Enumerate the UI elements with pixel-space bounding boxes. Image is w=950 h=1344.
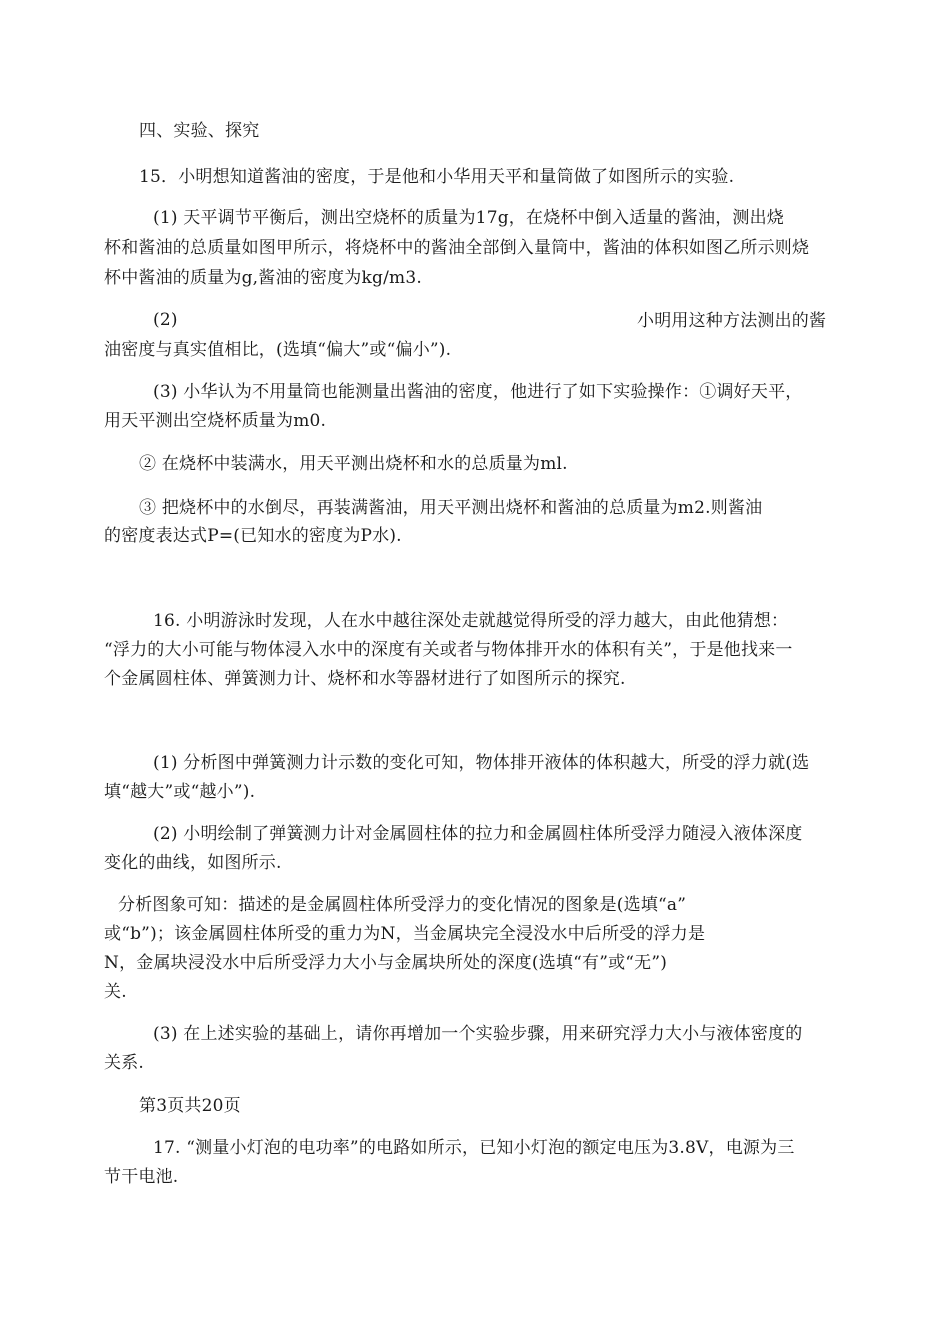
q16-stem-line2: “浮力的大小可能与物体浸入水中的深度有关或者与物体排开水的体积有关”，于是他找来一 bbox=[104, 640, 793, 660]
q16-part3-line2: 关系. bbox=[104, 1053, 145, 1073]
q15-part2-number: (2) bbox=[153, 310, 178, 330]
q16-part2-line2: 变化的曲线，如图所示. bbox=[104, 853, 282, 873]
q16-stem-line3: 个金属圆柱体、弹簧测力计、烧杯和水等器材进行了如图所示的探究. bbox=[104, 669, 626, 689]
q16-stem-line1: 16. 小明游泳时发现，人在水中越往深处走就越觉得所受的浮力越大，由此他猜想： bbox=[153, 611, 789, 631]
q17-stem-line2: 节干电池. bbox=[104, 1167, 179, 1187]
q15-step2: ② 在烧杯中装满水，用天平测出烧杯和水的总质量为ml. bbox=[139, 454, 568, 474]
q15-part3-line2: 用天平测出空烧杯质量为m0. bbox=[104, 411, 327, 431]
q16-analysis-line2: 或“b”)；该金属圆柱体所受的重力为N，当金属块完全浸没水中后所受的浮力是 bbox=[104, 924, 706, 944]
q15-part2-right-text: 小明用这种方法测出的酱 bbox=[637, 311, 827, 331]
q15-step3-line1: ③ 把烧杯中的水倒尽，再装满酱油，用天平测出烧杯和酱油的总质量为m2.则酱油 bbox=[139, 498, 763, 518]
q16-part2-line1: (2) 小明绘制了弹簧测力计对金属圆柱体的拉力和金属圆柱体所受浮力随浸入液体深度 bbox=[153, 824, 803, 844]
q16-analysis-line1: 分析图象可知：描述的是金属圆柱体所受浮力的变化情况的图象是(选填“a” bbox=[118, 895, 687, 915]
q15-stem: 15．小明想知道酱油的密度，于是他和小华用天平和量筒做了如图所示的实验. bbox=[139, 167, 735, 187]
q15-part1-line1: (1) 天平调节平衡后，测出空烧杯的质量为17g，在烧杯中倒入适量的酱油，测出烧 bbox=[153, 208, 784, 228]
q15-step3-line2: 的密度表达式P=(已知水的密度为P水). bbox=[104, 526, 402, 546]
q16-part3-line1: (3) 在上述实验的基础上，请你再增加一个实验步骤，用来研究浮力大小与液体密度的 bbox=[153, 1024, 803, 1044]
q16-part1-line2: 填“越大”或“越小”). bbox=[104, 782, 256, 802]
q16-analysis-line4: 关. bbox=[104, 982, 127, 1002]
section-heading: 四、实验、探究 bbox=[139, 121, 260, 141]
q15-part3-line1: (3) 小华认为不用量筒也能测量出酱油的密度，他进行了如下实验操作：①调好天平， bbox=[153, 382, 803, 402]
q15-part2-line2: 油密度与真实值相比，(选填“偏大”或“偏小”). bbox=[104, 340, 452, 360]
q15-part1-line3: 杯中酱油的质量为g,酱油的密度为kg/m3. bbox=[104, 268, 422, 288]
q16-analysis-line3: N，金属块浸没水中后所受浮力大小与金属块所处的深度(选填“有”或“无”) bbox=[104, 953, 668, 973]
q16-part1-line1: (1) 分析图中弹簧测力计示数的变化可知，物体排开液体的体积越大，所受的浮力就(选 bbox=[153, 753, 810, 773]
q15-part1-line2: 杯和酱油的总质量如图甲所示，将烧杯中的酱油全部倒入量筒中，酱油的体积如图乙所示则烧 bbox=[104, 238, 810, 258]
page-number-label: 第3页共20页 bbox=[139, 1096, 241, 1116]
q17-stem-line1: 17. “测量小灯泡的电功率”的电路如所示，已知小灯泡的额定电压为3.8V，电源为三 bbox=[153, 1138, 795, 1158]
